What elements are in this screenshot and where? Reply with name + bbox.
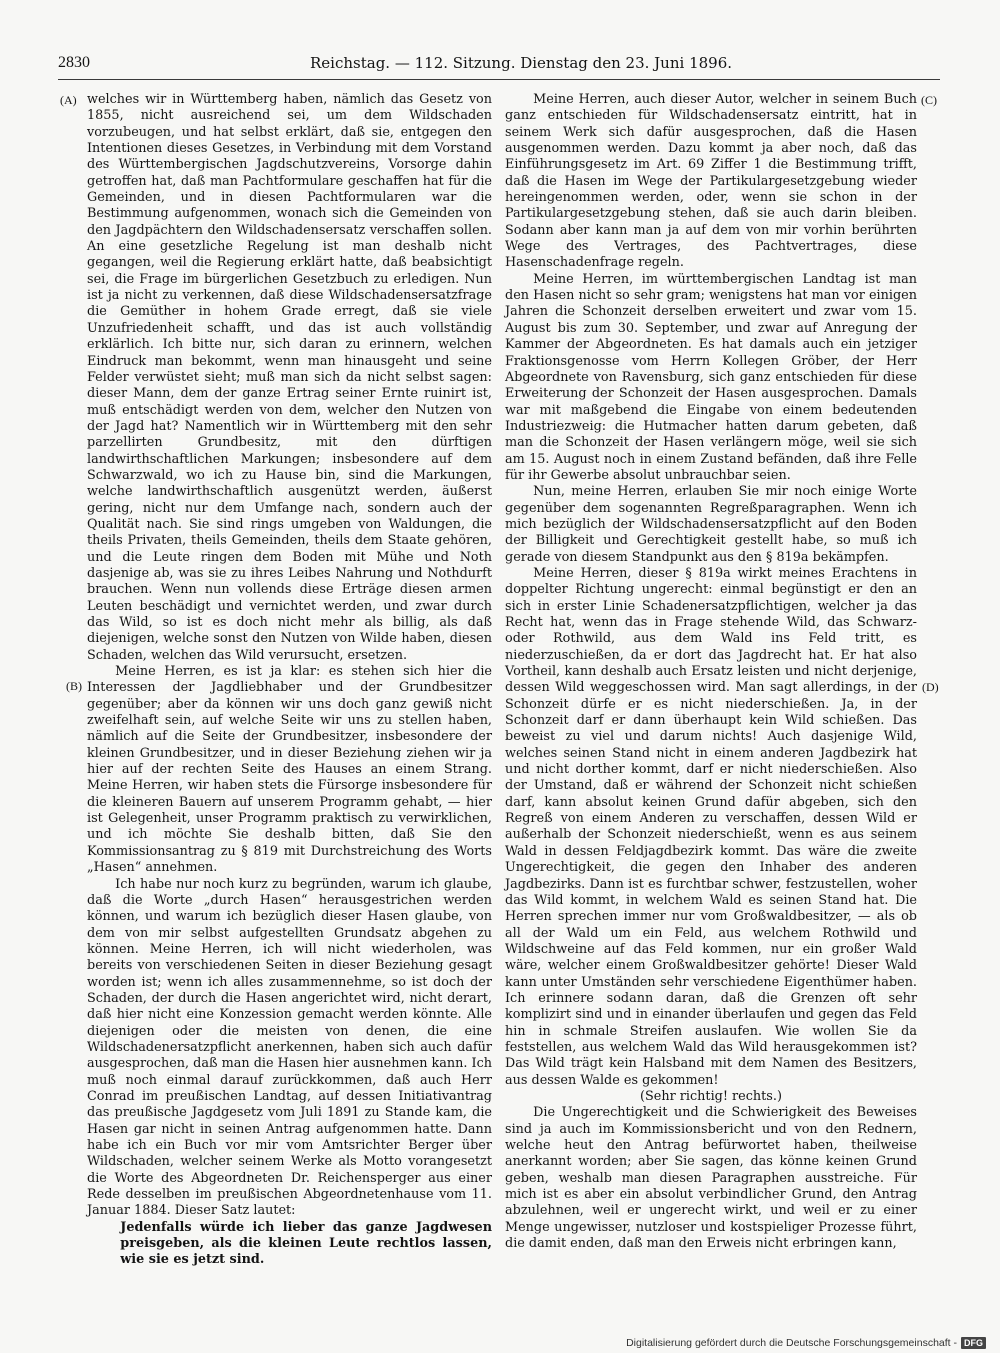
paragraph: Meine Herren, dieser § 819a wirkt meines Erachtens in doppelter Richtung ungerecht: einmal begünstigt er den an sich in erster Linie Schadenersatzpflichtigen, welcher ja das Recht hat, wenn das in Frage stehende Wild, das Schwarz- oder Rothwild, aus dem Wald ins Feld tritt, es niederzuschießen, da er dort das Jagdrecht hat. Er hat also Vortheil, kann deshalb auch Ersatz leisten und nicht derjenige, dessen Wild weggeschossen wird. Man sagt allerdings, in der Schonzeit dürfe er es nicht niederschießen. Ja, in der Schonzeit darf er dann überhaupt kein Wild schießen. Das beweist zu viel und darum nichts! Auch dasjenige Wild, welches seinen Stand nicht in einem anderen Jagdbezirk hat und nicht dorther kommt, darf er nicht niederschießen. Also der Umstand, daß er während der Schonzeit nicht schießen darf, kann absolut keinen Grund dafür abgeben, sich den Regreß von einem Anderen zu verschaffen, dessen Wild er außerhalb der Schonzeit niederschießt, wenn es aus seinem Wald in dessen Feldjagdbezirk kommt. Das wäre die zweite Ungerechtigkeit, die gegen den Inhaber des anderen Jagdbezirks. Dann ist es furchtbar schwer, festzustellen, woher das Wild kommt, in welchem Wald es seinen Stand hat. Die Herren sprechen immer nur vom Großwaldbesitzer, — als ob all der Wald um ein Feld, aus welchem Rothwild und Wildschweine auf das Feld kommen, nur ein großer Wald wäre, welcher einem Großwaldbesitzer gehörte! Dieser Wald kann unter Umständen sehr verschiedene Eigenthümer haben. Ich erinnere sodann daran, daß die Grenzen oft sehr komplizirt sind und in einander überlaufen und gegen das Feld hin in schmale Streifen auslaufen. Wie wollen Sie da feststellen, aus welchem Wald das Wild herausgekommen ist? Das Wild trägt kein Halsband mit dem Namen des Besitzers, aus dessen Walde es gekommen! bbox=[505, 565, 917, 1088]
paragraph: Die Ungerechtigkeit und die Schwierigkeit des Beweises sind ja auch im Kommissionsbericht und von den Rednern, welche heut den Antrag befürwortet haben, theilweise anerkannt worden; aber Sie sagen, das könne keinen Grund geben, weshalb man diesen Paragraphen ausstreiche. Für mich ist es aber ein absolut verbindlicher Grund, den Antrag abzulehnen, weil er ungerecht wirkt, und weil er zu einer Menge ungewisser, nutzloser und kostspieliger Prozesse führt, die damit enden, daß man den Erweis nicht erbringen kann, bbox=[505, 1105, 917, 1252]
footer-credit: Digitalisierung gefördert durch die Deutsche Forschungsgemeinschaft - bbox=[626, 1337, 957, 1349]
footer bbox=[626, 1336, 986, 1350]
interjection: (Sehr richtig! rechts.) bbox=[640, 1088, 782, 1104]
margin-marker-a: (A) bbox=[60, 93, 77, 107]
paragraph: welches wir in Württemberg haben, nämlich das Gesetz von 1855, nicht ausreichend sei, um dem Wildschaden vorzubeugen, und hat selbst erklärt, daß sie, entgegen den Intentionen dieses Gesetzes, in Verbindung mit dem Vorstand des Württembergischen Jagdschutzvereins, Vorsorge dahin getroffen hat, daß man Pachtformulare geschaffen hat für die Gemeinden, und in diesen Pachtformularen war die Bestimmung aufgenommen, wonach sich die Gemeinden von den Jagdpächtern den Wildschadensersatz verschaffen sollen. An eine gesetzliche Regelung ist man deshalb nicht gegangen, weil die Regierung erklärt hatte, daß beabsichtigt sei, die Frage im bürgerlichen Gesetzbuch zu erledigen. Nun ist ja nicht zu verkennen, daß diese Wildschadensersatzfrage die Gemüther in hohem Grade erregt, daß sie viele Unzufriedenheit schafft, und das ist auch vollständig erklärlich. Ich bitte nur, sich daran zu erinnern, welchen Eindruck man bekommt, wenn man hinausgeht und seine Felder verwüstet sieht; muß man sich da nicht selbst sagen: dieser Mann, dem der ganze Ertrag seiner Ernte ruinirt ist, muß entschädigt werden von dem, welcher den Nutzen von der Jagd hat? Namentlich wir in Württemberg mit den sehr parzellirten Grundbesitz, mit den dürftigen landwirthschaftlichen Markungen; insbesondere auf dem Schwarzwald, wo ich zu Hause bin, sind die Markungen, welche landwirthschaftlich ausgenützt werden, äußerst gering, nicht nur dem Umfange nach, sondern auch der Qualität nach. Sie sind rings umgeben von Waldungen, die theils Privaten, theils Gemeinden, theils dem Staate gehören, und die Leute ringen dem Boden mit Mühe und Noth dasjenige ab, was sie zu ihres Leibes Nahrung und Nothdurft brauchen. Wenn nun vollends diese Erträge diesen armen Leuten beschädigt und vernichtet werden, und zwar durch das Wild, so ist es doch nicht mehr als billig, als daß diejenigen, welche sonst den Nutzen von Wilde haben, diesen Schaden, welchen das Wild verursucht, ersetzen. bbox=[87, 92, 492, 663]
running-title: Reichstag. — 112. Sitzung. Dienstag den 23. Juni 1896. bbox=[310, 54, 733, 72]
margin-marker-d: (D) bbox=[922, 680, 939, 694]
margin-marker-b: (B) bbox=[66, 679, 82, 693]
paragraph: Meine Herren, im württembergischen Landtag ist man den Hasen nicht so sehr gram; wenigstens hat man vor einigen Jahren die Schonzeit derselben erweitert und zwar vom 15. August bis zum 30. September, und zwar auf Anregung der Kammer der Abgeordneten. Es hat damals auch ein jetziger Fraktionsgenosse vom Herrn Kollegen Gröber, der Herr Abgeordnete von Ravensburg, sich ganz entschieden für diese Erweiterung der Schonzeit der Hasen ausgesprochen. Damals war mit maßgebend die Eingabe von einem bedeutenden Industriezweig: die Hutmacher hatten darum gebeten, daß man die Schonzeit der Hasen verlängern möge, weil sie sich am 15. August noch in einem Zustand befänden, daß ihre Felle für ihr Gewerbe absolut unbrauchbar seien. bbox=[505, 271, 917, 483]
page-header bbox=[58, 52, 940, 74]
paragraph: Meine Herren, auch dieser Autor, welcher in seinem Buch ganz entschieden für Wildschadensersatz eintritt, hat in seinem Werk sich dafür ausgesprochen, daß die Hasen ausgenommen werden. Dazu kommt ja aber noch, daß das Einführungsgesetz im Art. 69 Ziffer 1 die Bestimmung trifft, daß die Hasen im Wege der Partikulargesetzgebung wieder hereingenommen werden, oder, wenn sie schon in der Partikulargesetzgebung stehen, daß sie auch darin bleiben. Sodann aber kann man ja auf dem von mir vorhin berührten Wege des Vertrages, des Pachtvertrages, diese Hasenschadenfrage regeln. bbox=[505, 92, 917, 271]
paragraph: Nun, meine Herren, erlauben Sie mir noch einige Worte gegenüber dem sogenannten Regreßparagraphen. Wenn ich mich bezüglich der Wildschadensersatzpflicht auf den Boden der Billigkeit und Gerechtigkeit gestellt habe, so muß ich gerade von diesem Standpunkt aus den § 819a bekämpfen. bbox=[505, 484, 917, 565]
margin-marker-c: (C) bbox=[921, 93, 937, 107]
dfg-logo: DFG bbox=[961, 1337, 986, 1349]
right-column bbox=[505, 92, 917, 1252]
left-column bbox=[87, 92, 492, 1269]
paragraph: Ich habe nur noch kurz zu begründen, warum ich glaube, daß die Worte „durch Hasen“ herausgestrichen werden können, und warum ich bezüglich dieser Hasen glaube, von dem von mir selbst aufgestellten Grundsatz abgehen zu können. Meine Herren, ich will nicht wiederholen, was bereits von verschiedenen Seiten in dieser Beziehung gesagt worden ist; wenn ich alles zusammennehme, so ist doch der Schaden, der durch die Hasen angerichtet wird, nicht derart, daß hier nicht eine Konzession gemacht werden könnte. Alle diejenigen oder die meisten von denen, die eine Wildschadenersatzpflicht anerkennen, haben sich auch dafür ausgesprochen, daß man die Hasen hier ausnehmen kann. Ich muß noch einmal darauf zurückkommen, daß auch Herr Conrad im preußischen Landtag, auf dessen Initiativantrag das preußische Jagdgesetz vom Juli 1891 zu Stande kam, die Hasen gar nicht in seinen Antrag aufgenommen hatte. Dann habe ich ein Buch vor mir vom Amtsrichter Berger über Wildschaden, welcher seinem Werke als Motto vorangesetzt die Worte des Abgeordneten Dr. Reichensperger aus einer Rede desselben im preußischen Abgeordnetenhause vom 11. Januar 1884. Dieser Satz lautet: bbox=[87, 876, 492, 1219]
header-rule bbox=[58, 79, 940, 80]
block-quote: Jedenfalls würde ich lieber das ganze Jagdwesen preisgeben, als die kleinen Leute rechtlos lassen, wie sie es jetzt sind. bbox=[120, 1219, 492, 1268]
page-number: 2830 bbox=[58, 54, 90, 71]
paragraph: Meine Herren, es ist ja klar: es stehen sich hier die Interessen der Jagdliebhaber und der Grundbesitzer gegenüber; aber da können wir uns doch ganz gewiß nicht zweifelhaft sein, auf welche Seite wir uns zu stellen haben, nämlich auf die Seite der Grundbesitzer, insbesondere der kleinen Grundbesitzer, und in dieser Beziehung ziehen wir ja hier auf der rechten Seite des Hauses an einem Strang. Meine Herren, wir haben stets die Fürsorge insbesondere für die kleineren Bauern auf unserem Programm gehabt, — hier ist Gelegenheit, unser Programm praktisch zu verwirklichen, und ich möchte Sie deshalb bitten, daß Sie den Kommissionsantrag zu § 819 mit Durchstreichung des Worts „Hasen“ annehmen. bbox=[87, 664, 492, 876]
